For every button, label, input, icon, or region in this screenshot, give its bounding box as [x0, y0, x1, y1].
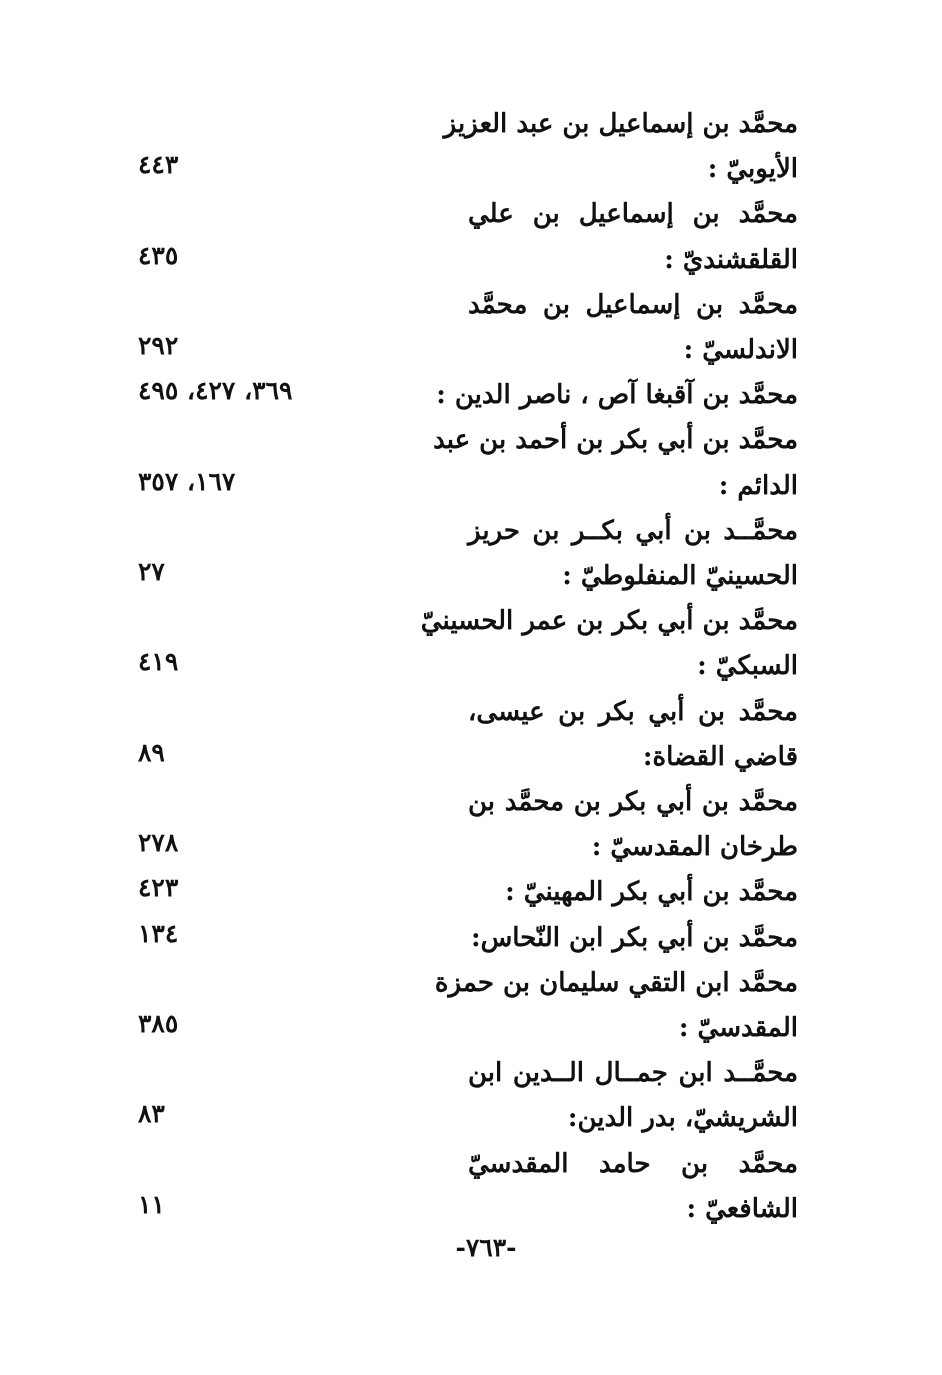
index-entry-page-refs: ٣٨٥: [138, 1009, 179, 1038]
index-entry-page-refs: ٣٦٩، ٤٢٧، ٤٩٥: [138, 376, 293, 405]
index-entry-continuation: القلقشنديّ :: [664, 245, 798, 275]
index-entry-name-line: محمَّــد بن أبي بكــر بن حريز: [468, 516, 798, 546]
index-entry-page-refs: ١١: [138, 1190, 165, 1219]
index-entry-continuation: الاندلسيّ :: [683, 335, 798, 365]
index-entry-page-refs: ٤٣٥: [138, 241, 179, 270]
index-entry-name-line: محمَّد بن أبي بكر بن محمَّد بن: [468, 787, 798, 817]
index-entry-page-refs: ٢٧: [138, 557, 165, 586]
index-entry-name-line: محمَّد بن أبي بكر بن عيسى،: [468, 697, 798, 727]
index-entry-continuation: محمَّد بن آقبغا آص ، ناصر الدين :: [436, 380, 798, 410]
index-entry-name-line: محمَّد ابن التقي سليمان بن حمزة: [434, 968, 798, 998]
index-entry-name-line: محمَّد بن حامد المقدسيّ: [468, 1149, 798, 1179]
index-entry-name-line: محمَّد بن إسماعيل بن محمَّد: [468, 290, 798, 320]
index-entry-page-refs: ٤٤٣: [138, 150, 179, 179]
index-entry-page-refs: ١٣٤: [138, 919, 179, 948]
index-entry-continuation: السبكيّ :: [697, 651, 798, 681]
index-entry-continuation: الحسينيّ المنفلوطيّ :: [562, 561, 798, 591]
index-entry-page-refs: ٤١٩: [138, 647, 179, 676]
index-entry-page-refs: ٨٣: [138, 1099, 165, 1128]
index-entry-continuation: المقدسيّ :: [678, 1013, 798, 1043]
index-entry-page-refs: ٨٩: [138, 738, 165, 767]
index-entry-name-line: محمَّــد ابن جمــال الــدين ابن: [468, 1058, 798, 1088]
page-number: -٧٦٣-: [455, 1233, 517, 1262]
index-entry-name-line: محمَّد بن أبي بكر بن عمر الحسينيّ: [420, 606, 798, 636]
index-entry-continuation: الشريشيّ، بدر الدين:: [567, 1103, 798, 1133]
index-entry-page-refs: ١٦٧، ٣٥٧: [138, 467, 236, 496]
index-entry-continuation: الشافعيّ :: [686, 1194, 798, 1224]
index-entry-continuation: الدائم :: [718, 471, 798, 501]
index-entry-continuation: محمَّد بن أبي بكر المهينيّ :: [505, 877, 798, 907]
index-entry-name-line: محمَّد بن إسماعيل بن عبد العزيز: [443, 109, 798, 139]
index-entry-page-refs: ٢٧٨: [138, 828, 179, 857]
index-entry-page-refs: ٢٩٢: [138, 331, 179, 360]
index-entry-continuation: طرخان المقدسيّ :: [591, 832, 798, 862]
index-entry-continuation: الأيوبيّ :: [707, 154, 798, 184]
index-entry-continuation: محمَّد بن أبي بكر ابن النّحاس:: [470, 923, 798, 953]
index-entry-name-line: محمَّد بن إسماعيل بن علي: [468, 199, 798, 229]
index-entry-continuation: قاضي القضاة:: [642, 742, 798, 772]
index-entry-name-line: محمَّد بن أبي بكر بن أحمد بن عبد: [433, 425, 798, 455]
index-entry-page-refs: ٤٢٣: [138, 873, 179, 902]
